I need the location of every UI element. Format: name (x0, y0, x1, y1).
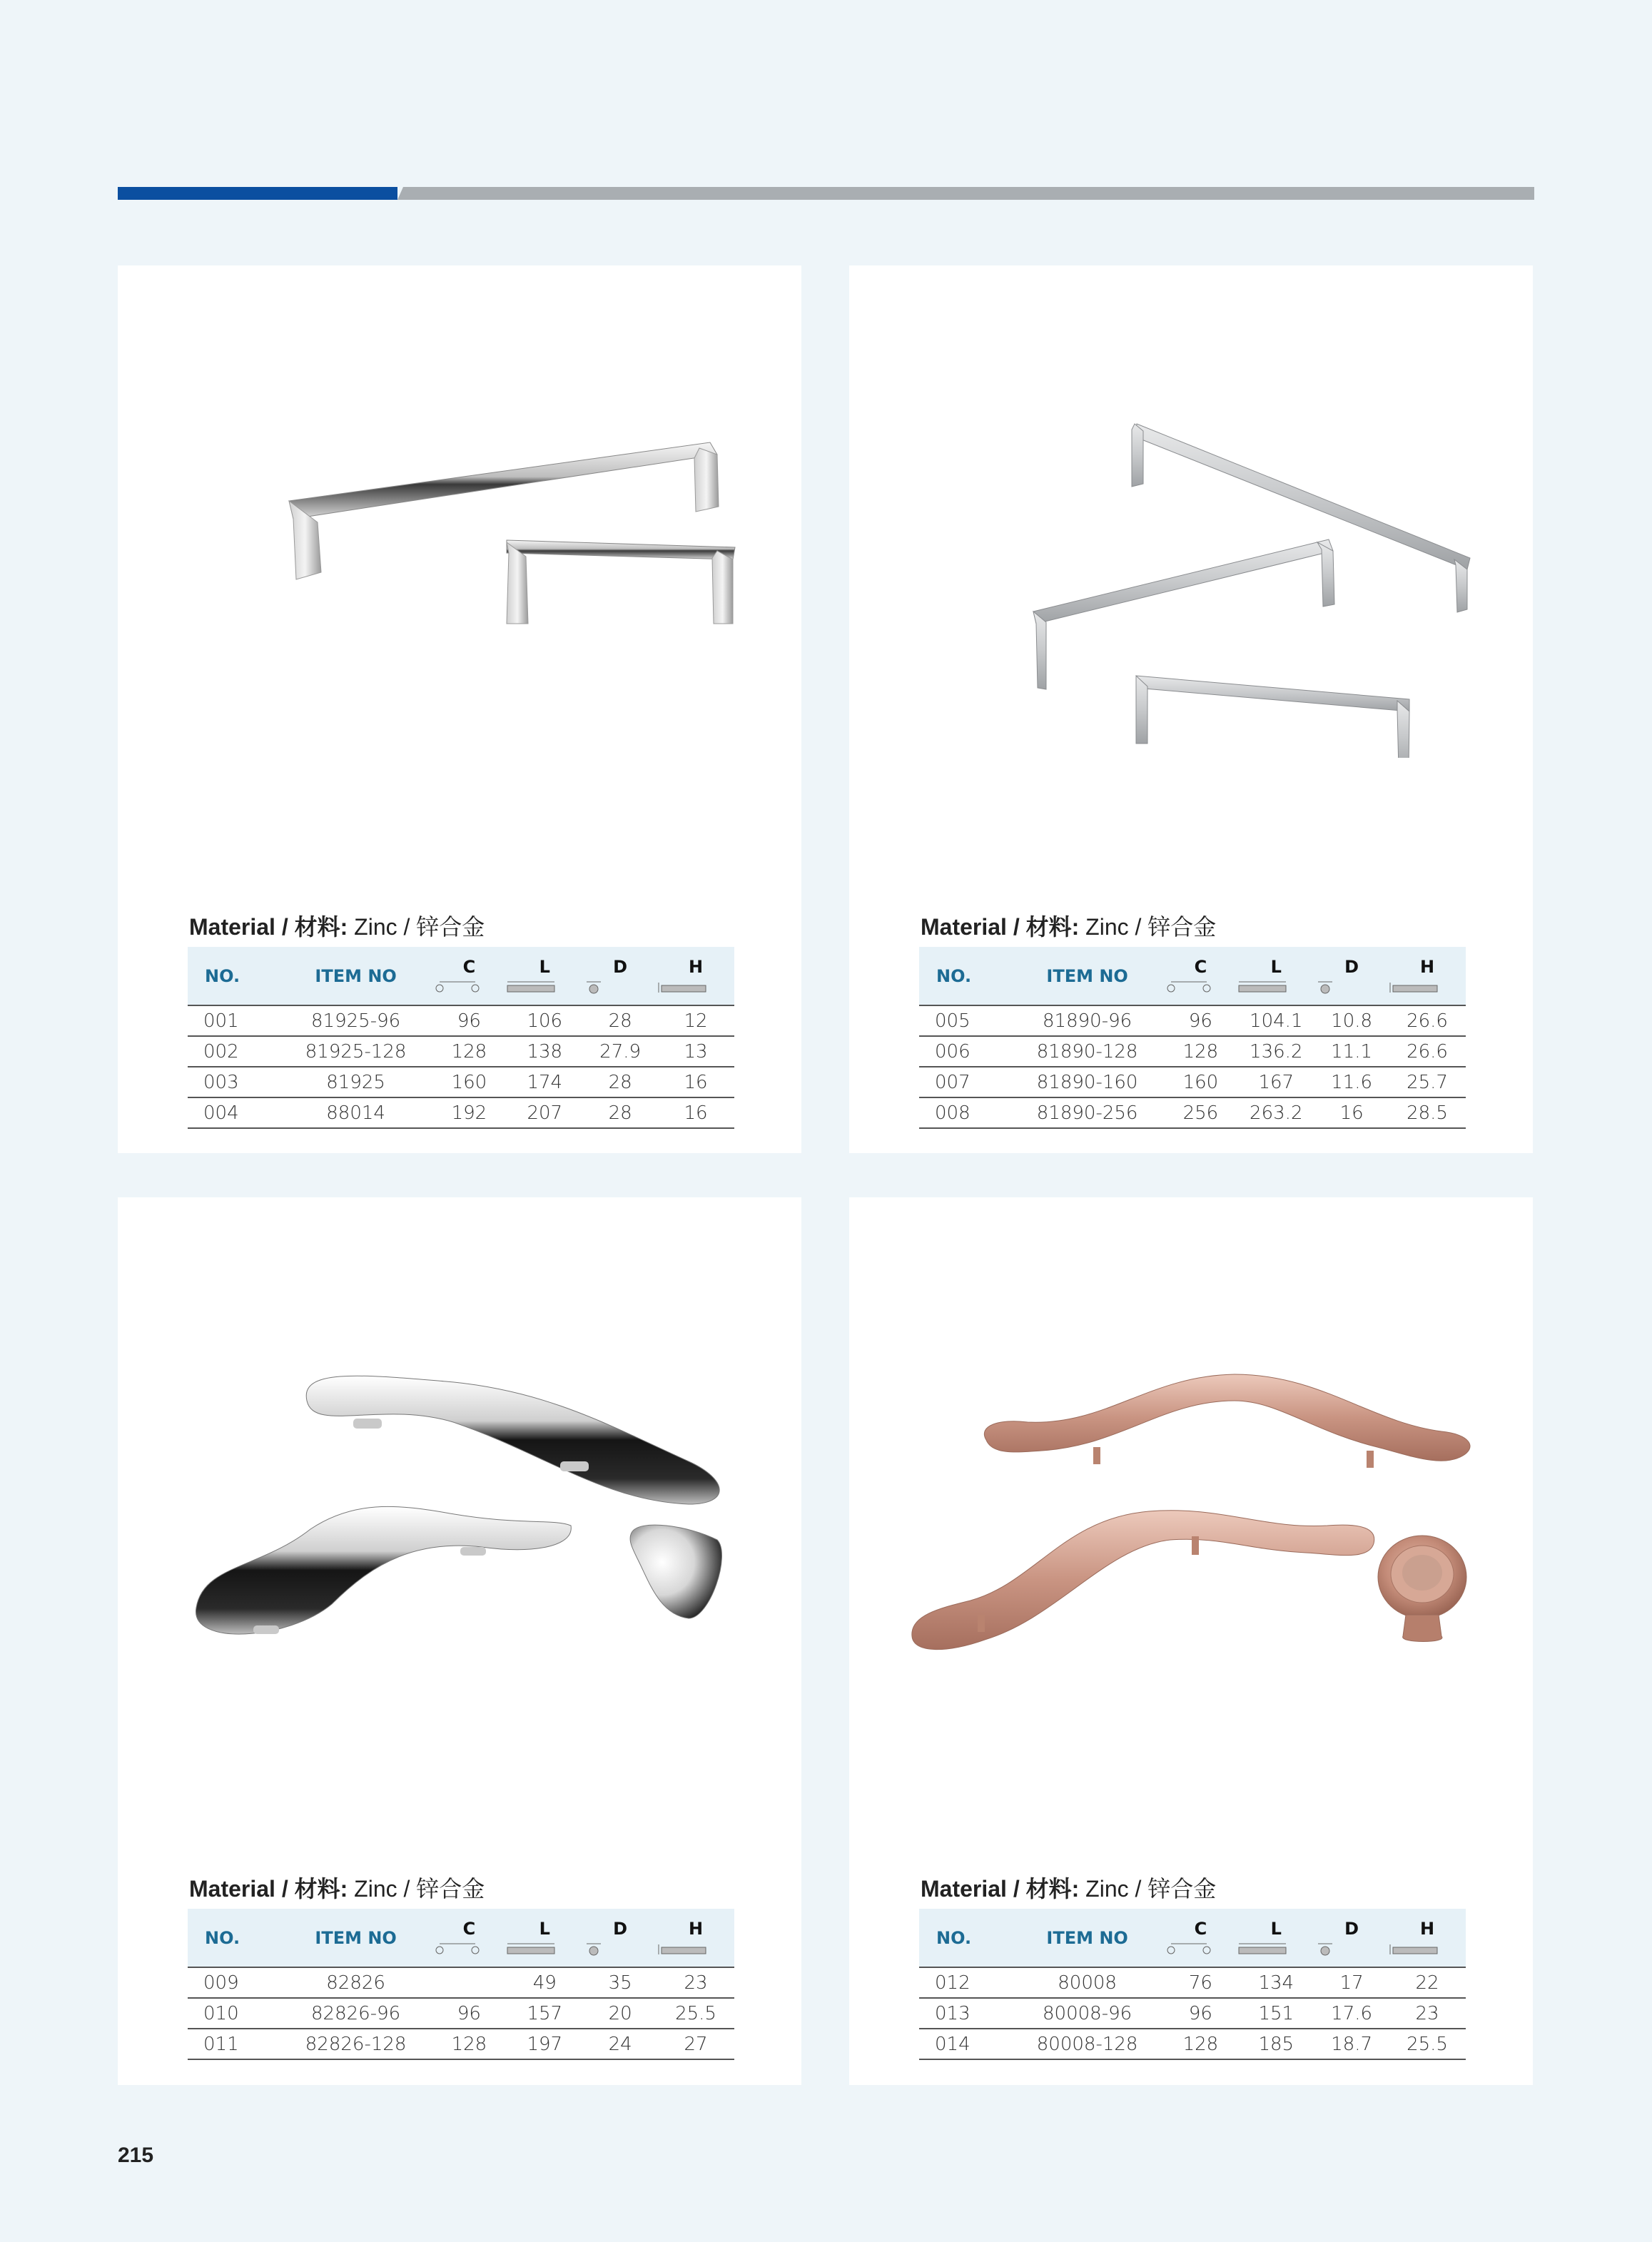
header-l: L (506, 947, 583, 1005)
material-label: Material / 材料: (921, 914, 1080, 940)
diameter-icon (1314, 1942, 1336, 1957)
header-item-no: ITEM NO (315, 1927, 397, 1948)
table-row: 011 82826-128 128 197 24 27 (188, 2029, 734, 2059)
header-c: C (1164, 947, 1238, 1005)
length-icon (1237, 1942, 1287, 1957)
header-h: H (657, 947, 734, 1005)
table-row: 010 82826-96 96 157 20 25.5 (188, 1998, 734, 2029)
header-d: D (583, 947, 657, 1005)
diameter-icon (1314, 980, 1336, 995)
material-line (921, 909, 1216, 942)
header-item-no: ITEM NO (1046, 965, 1128, 986)
material-label: Material / 材料: (921, 1876, 1080, 1902)
center-distance-icon (1164, 1942, 1214, 1957)
table-row: 012 80008 76 134 17 22 (919, 1967, 1466, 1998)
diameter-icon (583, 1942, 604, 1957)
header-l: L (1237, 1909, 1314, 1967)
material-value: Zinc / 锌合金 (1085, 914, 1217, 940)
height-icon (1389, 980, 1439, 995)
header-d: D (583, 1909, 657, 1967)
product-panel-1 (118, 265, 801, 1153)
divider-blue-segment (118, 187, 397, 200)
table-row: 003 81925 160 174 28 16 (188, 1067, 734, 1097)
center-distance-icon (432, 980, 482, 995)
center-distance-icon (432, 1942, 482, 1957)
spec-table (919, 1909, 1466, 2060)
header-l: L (506, 1909, 583, 1967)
product-panel-2 (849, 265, 1533, 1153)
header-h: H (1389, 1909, 1466, 1967)
material-line (189, 1871, 485, 1904)
header-c: C (1164, 1909, 1238, 1967)
product-photo-curved-chrome-handles (146, 1247, 774, 1690)
diameter-icon (583, 980, 604, 995)
table-row: 001 81925-96 96 106 28 12 (188, 1005, 734, 1036)
length-icon (506, 980, 556, 995)
header-d: D (1314, 947, 1389, 1005)
top-divider-bar (118, 187, 1534, 200)
material-value: Zinc / 锌合金 (354, 914, 485, 940)
header-h: H (1389, 947, 1466, 1005)
product-photo-rose-gold-handles (878, 1247, 1506, 1690)
material-line (189, 909, 485, 942)
header-item-no: ITEM NO (315, 965, 397, 986)
product-panel-3 (118, 1197, 801, 2085)
product-photo-satin-handles (878, 315, 1506, 758)
material-value: Zinc / 锌合金 (354, 1876, 485, 1902)
header-no: NO. (205, 1927, 240, 1948)
product-panel-4 (849, 1197, 1533, 2085)
header-d: D (1314, 1909, 1389, 1967)
table-row: 014 80008-128 128 185 18.7 25.5 (919, 2029, 1466, 2059)
header-no: NO. (205, 965, 240, 986)
table-row: 009 82826 49 35 23 (188, 1967, 734, 1998)
table-row: 008 81890-256 256 263.2 16 28.5 (919, 1097, 1466, 1128)
spec-table (188, 947, 734, 1129)
length-icon (506, 1942, 556, 1957)
length-icon (1237, 980, 1287, 995)
table-row: 004 88014 192 207 28 16 (188, 1097, 734, 1128)
center-distance-icon (1164, 980, 1214, 995)
header-c: C (432, 1909, 507, 1967)
header-h: H (657, 1909, 734, 1967)
header-no: NO. (936, 1927, 972, 1948)
table-row: 005 81890-96 96 104.1 10.8 26.6 (919, 1005, 1466, 1036)
header-c: C (432, 947, 507, 1005)
table-row: 006 81890-128 128 136.2 11.1 26.6 (919, 1036, 1466, 1067)
page-number: 215 (118, 2144, 154, 2167)
height-icon (657, 980, 707, 995)
spec-table (919, 947, 1466, 1129)
spec-table (188, 1909, 734, 2060)
height-icon (1389, 1942, 1439, 1957)
material-value: Zinc / 锌合金 (1085, 1876, 1217, 1902)
table-row: 013 80008-96 96 151 17.6 23 (919, 1998, 1466, 2029)
material-label: Material / 材料: (189, 914, 348, 940)
table-row: 007 81890-160 160 167 11.6 25.7 (919, 1067, 1466, 1097)
header-no: NO. (936, 965, 972, 986)
material-label: Material / 材料: (189, 1876, 348, 1902)
material-line (921, 1871, 1216, 1904)
header-item-no: ITEM NO (1046, 1927, 1128, 1948)
header-l: L (1237, 947, 1314, 1005)
table-row: 002 81925-128 128 138 27.9 13 (188, 1036, 734, 1067)
product-photo-straight-handles (146, 315, 774, 758)
height-icon (657, 1942, 707, 1957)
